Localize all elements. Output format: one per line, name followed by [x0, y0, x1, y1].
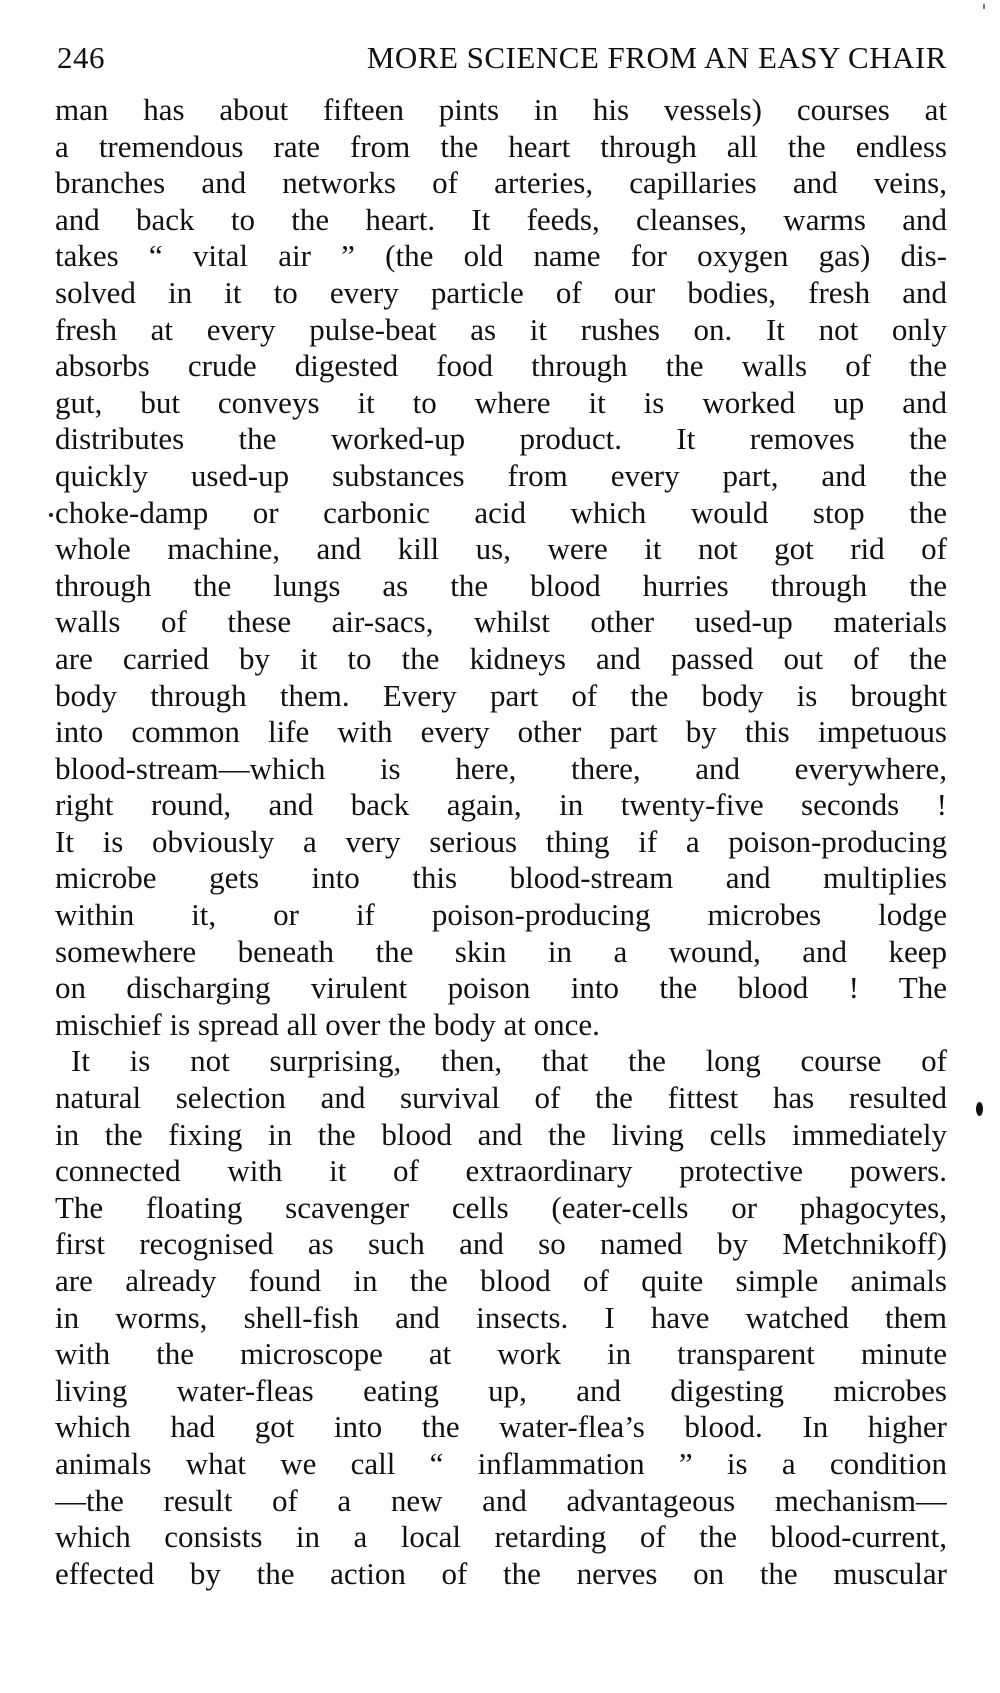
text-line: are already found in the blood of quite simple animals — [55, 1263, 947, 1298]
text-line: gut, but conveys it to where it is worked up and — [55, 384, 947, 420]
text-line: a tremendous rate from the heart through all the endless — [55, 128, 947, 164]
text-line: on discharging virulent poison into the blood ! The — [55, 970, 947, 1006]
text-line: mischief is spread all over the body at once. — [55, 1006, 600, 1042]
text-line: and back to the heart. It feeds, cleanses, warms and — [55, 201, 947, 237]
margin-ink-blot — [976, 1102, 983, 1116]
text-line: choke-damp or carbonic acid which would stop the — [55, 494, 947, 530]
text-line: takes “ vital air ” (the old name for oxygen gas) dis- — [55, 238, 947, 274]
text-line: —the result of a new and advantageous mechanism— — [55, 1482, 947, 1518]
margin-dot-mark — [49, 513, 53, 517]
text-line: The floating scavenger cells (eater-cells or phagocytes, — [55, 1189, 947, 1225]
text-line: distributes the worked-up product. It removes the — [55, 421, 947, 457]
text-line: fresh at every pulse-beat as it rushes on. It not only — [55, 311, 947, 347]
text-line: microbe gets into this blood-stream and multiplies — [55, 860, 947, 896]
text-line: which consists in a local retarding of the blood-current, — [55, 1519, 947, 1555]
text-line: in the fixing in the blood and the living cells immediately — [55, 1116, 947, 1152]
page-number: 246 — [57, 40, 105, 75]
text-line: quickly used-up substances from every part, and the — [55, 457, 947, 493]
text-line: It is obviously a very serious thing if a poison-producing — [55, 823, 947, 859]
text-line: man has about fifteen pints in his vessels) courses at — [55, 92, 947, 127]
text-line: branches and networks of arteries, capillaries and veins, — [55, 165, 947, 201]
book-title: MORE SCIENCE FROM AN EASY CHAIR — [366, 40, 947, 75]
print-speck — [983, 4, 985, 9]
body-text — [55, 92, 947, 1592]
text-line: walls of these air-sacs, whilst other used-up materials — [55, 604, 947, 640]
running-head — [57, 38, 947, 78]
text-line: animals what we call “ inflammation ” is a condition — [55, 1445, 947, 1481]
text-line: with the microscope at work in transparent minute — [55, 1336, 947, 1372]
text-line: whole machine, and kill us, were it not got rid of — [55, 531, 947, 567]
text-line: It is not surprising, then, that the long course of — [71, 1043, 947, 1079]
text-line: into common life with every other part by this impetuous — [55, 714, 947, 750]
text-line: connected with it of extraordinary protective powers. — [55, 1153, 947, 1189]
text-line: blood-stream—which is here, there, and everywhere, — [55, 750, 947, 786]
text-line: solved in it to every particle of our bodies, fresh and — [55, 274, 947, 310]
text-line: through the lungs as the blood hurries through the — [55, 567, 947, 603]
text-line: which had got into the water-flea’s blood. In higher — [55, 1409, 947, 1445]
text-line: first recognised as such and so named by Metchnikoff) — [55, 1226, 947, 1262]
text-line: natural selection and survival of the fittest has resulted — [55, 1080, 947, 1116]
text-line: in worms, shell-fish and insects. I have watched them — [55, 1299, 947, 1335]
text-line: right round, and back again, in twenty-five seconds ! — [55, 787, 947, 823]
text-line: living water-fleas eating up, and digesting microbes — [55, 1372, 947, 1408]
text-line: somewhere beneath the skin in a wound, and keep — [55, 933, 947, 969]
text-line: body through them. Every part of the body is brought — [55, 677, 947, 713]
text-line: effected by the action of the nerves on the muscular — [55, 1555, 947, 1591]
text-line: within it, or if poison-producing microbes lodge — [55, 897, 947, 933]
text-line: are carried by it to the kidneys and passed out of the — [55, 640, 947, 676]
text-line: absorbs crude digested food through the walls of the — [55, 348, 947, 384]
